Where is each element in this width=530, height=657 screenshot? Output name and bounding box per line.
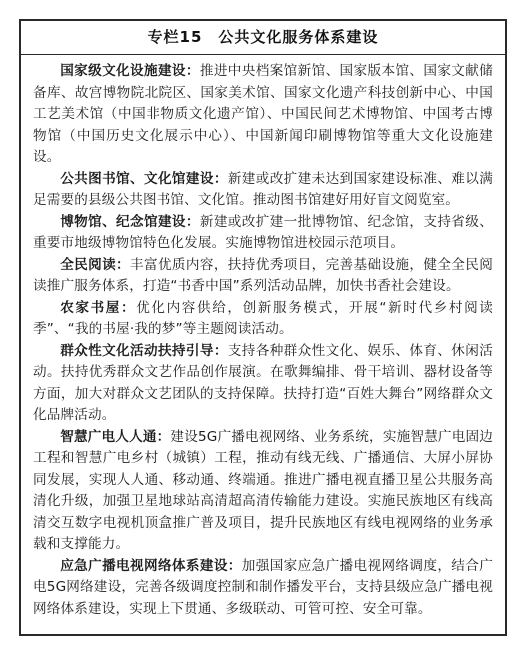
paragraph-mass-culture (33, 341, 493, 427)
column-box (19, 19, 507, 636)
paragraph-text: 推进中央档案馆新馆、国家版本馆、国家文献储备库、故宫博物院北院区、国家美术馆、国家文化遗产科技创新中心、中国工艺美术馆（中国非物质文化遗产馆）、中国民间艺术博物馆、中国考古博物馆（中国历史文化展示中心）、中国新闻印刷博物馆等重大文化设施建设。 (33, 63, 493, 165)
paragraph-text: 加强国家应急广播电视网络调度，结合广电5G网络建设，完善各级调度控制和制作播发平台，支持县级应急广播电视网络体系建设，实现上下贯通、多级联动、可管可控、安全可靠。 (33, 557, 493, 617)
paragraph-text: 丰富优质内容，扶持优秀项目，完善基础设施，健全全民阅读推广服务体系，打造“书香中国”系列活动品牌，加快书香社会建设。 (33, 256, 493, 294)
paragraph-text: 优化内容供给，创新服务模式，开展“新时代乡村阅读季”、“我的书屋·我的梦”等主题阅读活动。 (33, 299, 494, 337)
paragraph-label: 公共图书馆、文化馆建设： (60, 170, 228, 187)
paragraph-reading (33, 255, 493, 298)
column-content (21, 55, 505, 620)
paragraph-label: 智慧广电人人通： (60, 428, 171, 445)
paragraph-label: 国家级文化设施建设： (60, 63, 200, 79)
column-title: 专栏15 公共文化服务体系建设 (21, 21, 505, 55)
paragraph-rural-library (33, 298, 493, 341)
paragraph-label: 群众性文化活动扶持引导： (60, 342, 228, 359)
paragraph-label: 农家书屋： (60, 299, 137, 316)
paragraph-text: 新建或改扩建未达到国家建设标准、难以满足需要的县级公共图书馆、文化馆。推动图书馆建好用好盲文阅览室。 (33, 170, 493, 208)
paragraph-smart-broadcast (33, 427, 493, 556)
paragraph-museum (33, 212, 493, 255)
paragraph-text: 新建或改扩建一批博物馆、纪念馆，支持省级、重要市地级博物馆特色化发展。实施博物馆进校园示范项目。 (33, 213, 493, 251)
paragraph-label: 全民阅读： (60, 256, 131, 273)
paragraph-text: 支持各种群众性文化、娱乐、体育、休闲活动。扶持优秀群众文艺作品创作展演。在歌舞编排、骨干培训、器材设备等方面，加大对群众文艺团队的支持保障。扶持打造“百姓大舞台”网络群众文化品牌活动。 (33, 342, 493, 423)
paragraph-library-culture-center (33, 169, 493, 212)
paragraph-label: 应急广播电视网络体系建设： (60, 557, 242, 574)
paragraph-emergency-broadcast (33, 556, 493, 621)
paragraph-label: 博物馆、纪念馆建设： (60, 213, 200, 230)
paragraph-text: 建设5G广播电视网络、业务系统，实施智慧广电固边工程和智慧广电乡村（城镇）工程，推动有线无线、广播通信、大屏小屏协同发展，实现人人通、移动通、终端通。推进广播电视直播卫星公共服务高清化升级，加强卫星地球站高清超高清传输能力建设。实施民族地区有线高清交互数字电视机顶盒推广普及项目，提升民族地区有线电视网络的业务承载和支撑能力。 (33, 428, 494, 552)
paragraph-national-facilities (33, 61, 493, 169)
